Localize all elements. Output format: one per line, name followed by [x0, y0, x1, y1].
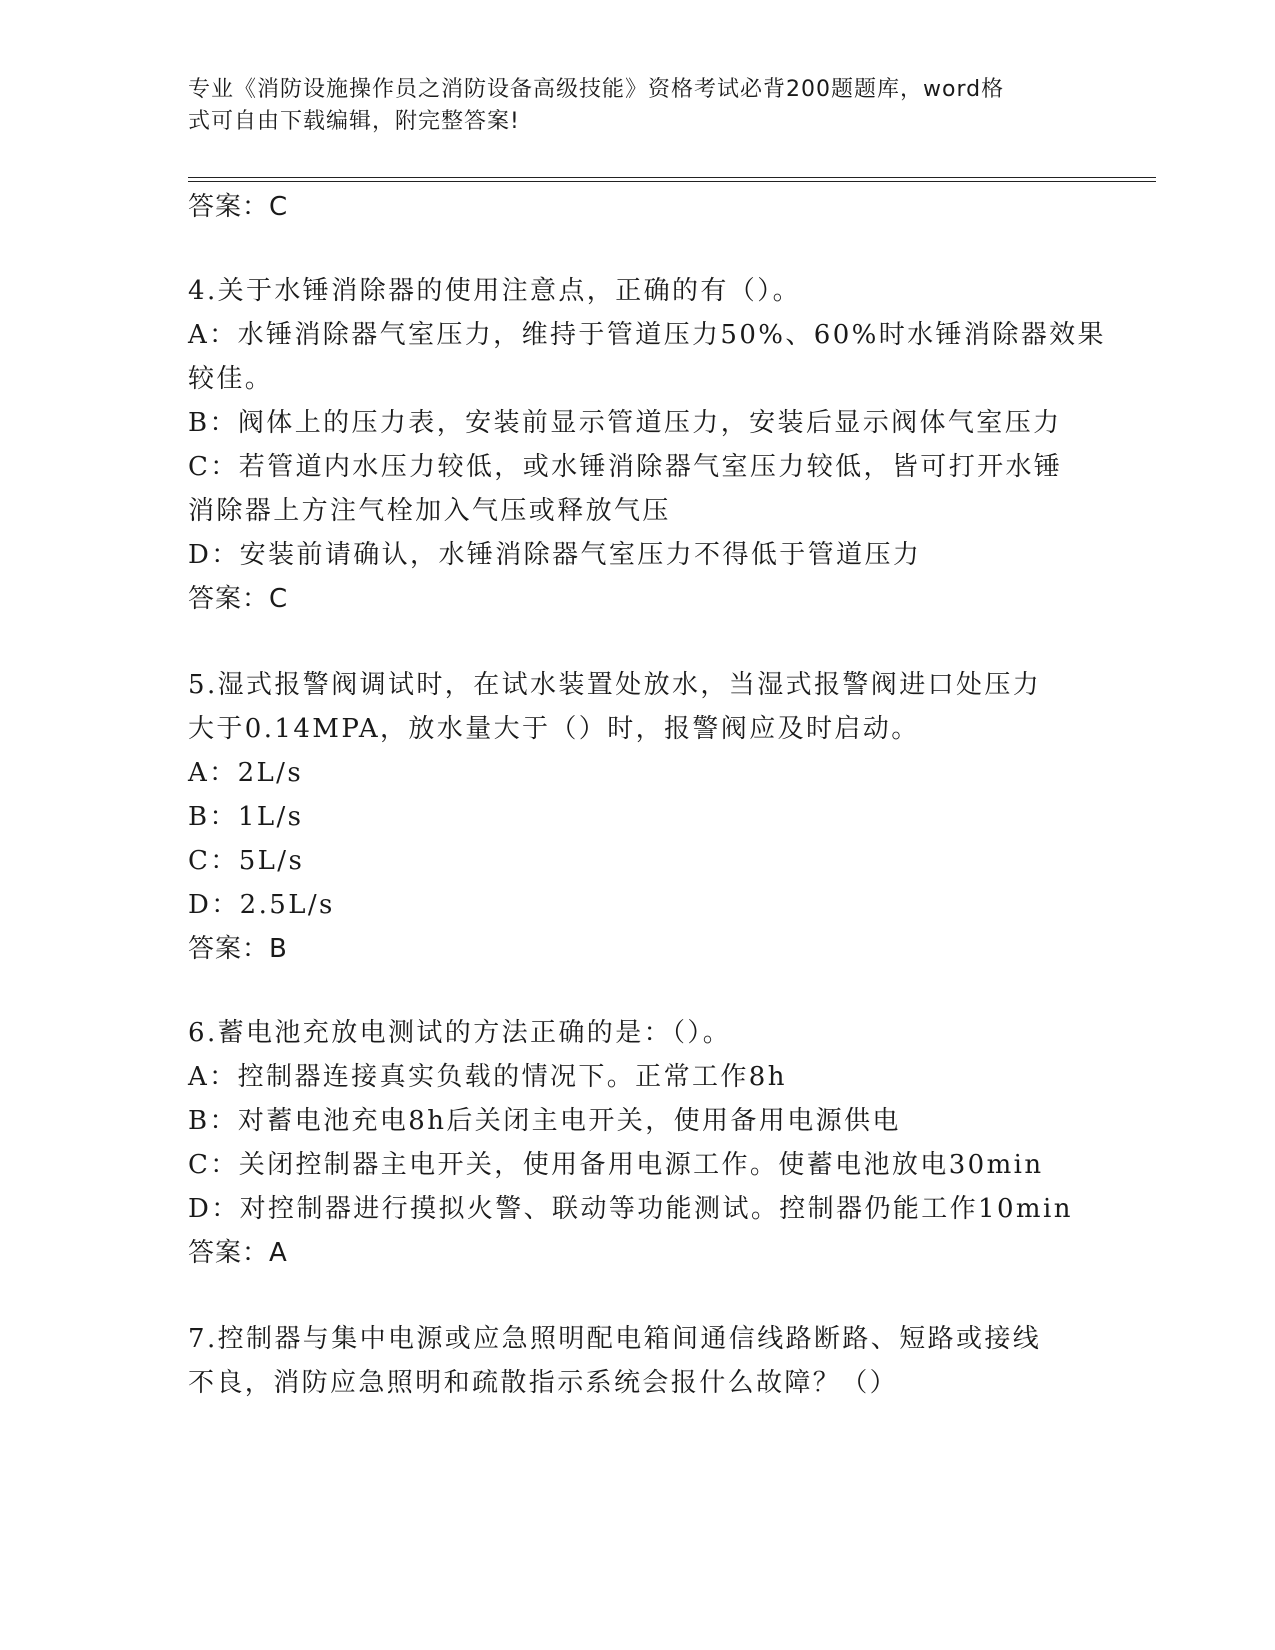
q4-option-c-line2: 消除器上方注气栓加入气压或释放气压 [188, 496, 671, 526]
q4-option-a-line1: A：水锤消除器气室压力，维持于管道压力50%、60%时水锤消除器效果 [188, 320, 1106, 350]
q5-option-c: C：5L/s [188, 846, 305, 876]
header-line-2: 式可自由下载编辑，附完整答案! [188, 109, 520, 134]
q7-stem-line2: 不良，消防应急照明和疏散指示系统会报什么故障？（） [188, 1368, 899, 1398]
q7-stem-line1: 7.控制器与集中电源或应急照明配电箱间通信线路断路、短路或接线 [188, 1324, 1042, 1354]
q5-option-d: D：2.5L/s [188, 890, 335, 920]
q4-stem: 4.关于水锤消除器的使用注意点，正确的有（）。 [188, 276, 802, 306]
q5-answer: 答案：B [188, 934, 288, 964]
header-rule-top [188, 177, 1156, 178]
header-rule-bottom [188, 181, 1156, 182]
q4-option-b: B：阀体上的压力表，安装前显示管道压力，安装后显示阀体气室压力 [188, 408, 1062, 438]
q6-stem: 6.蓄电池充放电测试的方法正确的是：（）。 [188, 1018, 732, 1048]
q6-option-b: B：对蓄电池充电8h后关闭主电开关，使用备用电源供电 [188, 1106, 901, 1136]
q4-option-d: D：安装前请确认，水锤消除器气室压力不得低于管道压力 [188, 540, 922, 570]
q4-answer: 答案：C [188, 584, 289, 614]
q6-option-a: A：控制器连接真实负载的情况下。正常工作8h [188, 1062, 787, 1092]
q4-option-a-line2: 较佳。 [188, 364, 274, 394]
q6-option-d: D：对控制器进行摸拟火警、联动等功能测试。控制器仍能工作10min [188, 1194, 1073, 1224]
q5-stem-line2: 大于0.14MPA，放水量大于（）时，报警阀应及时启动。 [188, 714, 920, 744]
q6-answer: 答案：A [188, 1238, 288, 1268]
prev-answer: 答案：C [188, 192, 289, 222]
header-line-1: 专业《消防设施操作员之消防设备高级技能》资格考试必背200题题库，word格 [188, 77, 1005, 102]
q5-option-b: B：1L/s [188, 802, 304, 832]
document-header [188, 74, 1068, 138]
q6-option-c: C：关闭控制器主电开关，使用备用电源工作。使蓄电池放电30min [188, 1150, 1044, 1180]
q4-option-c-line1: C：若管道内水压力较低，或水锤消除器气室压力较低，皆可打开水锤 [188, 452, 1063, 482]
q5-option-a: A：2L/s [188, 758, 304, 788]
q5-stem-line1: 5.湿式报警阀调试时，在试水装置处放水，当湿式报警阀进口处压力 [188, 670, 1042, 700]
